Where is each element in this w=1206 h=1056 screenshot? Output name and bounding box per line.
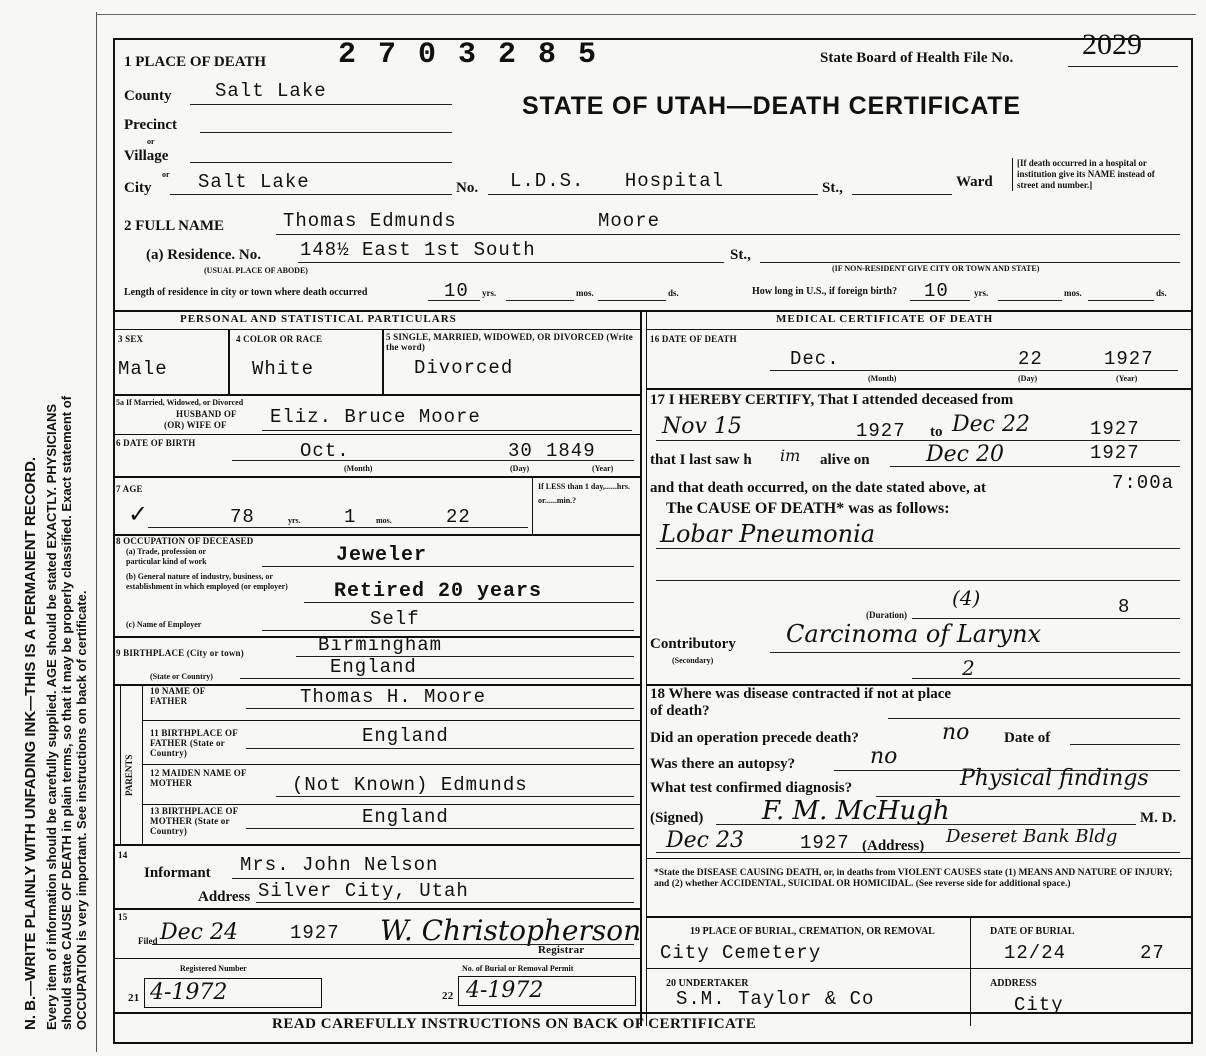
- physician-address: Deseret Bank Bldg: [946, 826, 1118, 847]
- burial-permit-num-22: 22: [442, 990, 454, 1002]
- non-resident-note: (IF NON-RESIDENT GIVE CITY OR TOWN AND STATE): [832, 264, 1040, 273]
- occupation-a-label: (a) Trade, profession or particular kind of work: [126, 547, 207, 566]
- death-year: 1927: [1104, 348, 1154, 370]
- precinct-label: Precinct: [124, 117, 178, 133]
- top-edge: [96, 14, 1196, 15]
- filed-label: Filed: [138, 936, 158, 946]
- autopsy-value: no: [870, 744, 898, 769]
- or-label-1: or: [147, 137, 155, 146]
- employer-label: (c) Name of Employer: [126, 620, 202, 629]
- personal-section-title: PERSONAL AND STATISTICAL PARTICULARS: [180, 313, 457, 325]
- contributory-cause: Carcinoma of Larynx: [786, 620, 1042, 648]
- file-number: 2029: [1082, 28, 1142, 61]
- stamp-number: 2 7 0 3 2 8 5: [338, 38, 599, 72]
- test-value: Physical findings: [960, 766, 1149, 791]
- death-time: 7:00a: [1112, 472, 1175, 494]
- length-ds-label: ds.: [668, 288, 679, 298]
- street-label: St.,: [822, 180, 843, 196]
- full-name-last: Moore: [598, 210, 661, 232]
- md-label: M. D.: [1140, 810, 1177, 826]
- occupation-label: 8 OCCUPATION OF DECEASED: [116, 536, 254, 546]
- dob-day: 30: [508, 440, 533, 462]
- undertaker-address-label: ADDRESS: [990, 978, 1037, 989]
- cause-footnote: *State the DISEASE CAUSING DEATH, or, in deaths from VIOLENT CAUSES state (1) MEANS AND NATURE OF INJURY; and (2) whether ACCIDENTAL, SUICIDAL OR HOMICIDAL. (See reverse side for additional space.): [654, 868, 1173, 889]
- left-edge: [96, 12, 97, 1052]
- birthplace-state-label: (State or Country): [150, 672, 213, 681]
- residence-label: (a) Residence. No.: [146, 247, 261, 263]
- death-day-label: (Day): [1018, 374, 1038, 383]
- mother-label: 12 MAIDEN NAME OF MOTHER: [150, 768, 247, 788]
- sex-label: 3 SEX: [118, 334, 144, 344]
- medical-section-title: MEDICAL CERTIFICATE OF DEATH: [776, 313, 994, 325]
- informant-number: 14: [118, 850, 128, 860]
- residence-street-label: St.,: [730, 247, 751, 263]
- informant-label: Informant: [144, 865, 211, 881]
- duration-primary: (4): [952, 586, 981, 610]
- or-label-2: or: [162, 170, 170, 179]
- length-of-residence-label: Length of residence in city or town where death occurred: [124, 287, 368, 298]
- father-birthplace-value: England: [362, 725, 449, 747]
- cause-of-death: Lobar Pneumonia: [660, 520, 876, 548]
- contributory-label: Contributory: [650, 636, 736, 652]
- county-label: County: [124, 88, 172, 104]
- spouse-label-2: HUSBAND OF: [176, 409, 237, 419]
- registered-number: 4-1972: [150, 980, 228, 1005]
- ward-label: Ward: [956, 174, 993, 190]
- to-label: to: [930, 424, 943, 440]
- burial-year: 27: [1140, 942, 1165, 964]
- footer-instructions: READ CAREFULLY INSTRUCTIONS ON BACK OF CERTIFICATE: [272, 1016, 757, 1032]
- us-years: 10: [924, 280, 949, 302]
- color-value: White: [252, 358, 315, 380]
- duration-months: 8: [1118, 596, 1131, 618]
- parents-label: PARENTS: [124, 754, 134, 796]
- file-number-label: State Board of Health File No.: [820, 50, 1014, 66]
- burial-date-label: DATE OF BURIAL: [990, 926, 1075, 937]
- registrar-label: Registrar: [538, 944, 585, 956]
- industry-value: Retired 20 years: [334, 580, 543, 603]
- undertaker-value: S.M. Taylor & Co: [676, 988, 875, 1010]
- autopsy-label: Was there an autopsy?: [650, 756, 796, 772]
- certificate-title: STATE OF UTAH—DEATH CERTIFICATE: [522, 92, 1021, 120]
- city-label: City: [124, 180, 152, 196]
- color-label: 4 COLOR OR RACE: [236, 334, 323, 344]
- date-of-label: Date of: [1004, 730, 1051, 746]
- undertaker-label: 20 UNDERTAKER: [666, 978, 749, 989]
- sex-value: Male: [118, 358, 168, 380]
- burial-permit-label: No. of Burial or Removal Permit: [462, 964, 574, 973]
- age-check-mark: ✓: [128, 502, 149, 528]
- death-day: 22: [1018, 348, 1043, 370]
- dob-month: Oct.: [300, 440, 350, 462]
- father-value: Thomas H. Moore: [300, 686, 487, 708]
- spouse-label-3: (OR) WIFE OF: [164, 420, 227, 430]
- father-label: 10 NAME OF FATHER: [150, 686, 206, 706]
- burial-place-label: 19 PLACE OF BURIAL, CREMATION, OR REMOVAL: [690, 926, 935, 937]
- us-yrs-label: yrs.: [974, 288, 989, 298]
- us-mos-label: mos.: [1064, 288, 1082, 298]
- filed-year: 1927: [290, 922, 340, 944]
- duration-label: (Duration): [866, 610, 907, 620]
- birthplace-country: England: [330, 656, 417, 678]
- occupation-b-label: (b) General nature of industry, business, or establishment in which employed (or employer): [126, 572, 288, 591]
- dob-year-label: (Year): [592, 464, 614, 473]
- filed-number: 15: [118, 912, 128, 922]
- street-value: L.D.S. Hospital: [510, 170, 725, 192]
- margin-instruction-2: Every item of information should be carefully supplied. AGE should be stated EXACTLY. PHYSICIANS: [44, 403, 59, 1030]
- us-residence-label: How long in U.S., if foreign birth?: [752, 286, 898, 297]
- spouse-value: Eliz. Bruce Moore: [270, 406, 481, 428]
- informant-value: Mrs. John Nelson: [240, 854, 439, 876]
- date-of-death-label: 16 DATE OF DEATH: [650, 334, 737, 344]
- dob-month-label: (Month): [344, 464, 373, 473]
- certify-label: 17 I HEREBY CERTIFY, That I attended deceased from: [650, 392, 1014, 408]
- age-days: 22: [446, 506, 471, 528]
- death-year-label: (Year): [1116, 374, 1138, 383]
- age-yrs-label: yrs.: [288, 516, 301, 525]
- secondary-label: (Secondary): [672, 656, 714, 665]
- informant-address-label: Address: [198, 889, 251, 905]
- marital-label: 5 SINGLE, MARRIED, WIDOWED, OR DIVORCED (Write the word): [386, 332, 633, 352]
- mother-birthplace-value: England: [362, 806, 449, 828]
- age-label: 7 AGE: [116, 484, 143, 494]
- length-yrs-label: yrs.: [482, 288, 497, 298]
- attended-from: Nov 15: [662, 414, 742, 439]
- last-saw-date: Dec 20: [926, 442, 1004, 467]
- street-number-label: No.: [456, 180, 479, 196]
- dob-label: 6 DATE OF BIRTH: [116, 438, 196, 448]
- mother-value: (Not Known) Edmunds: [292, 774, 528, 796]
- dob-year: 1849: [546, 440, 596, 462]
- full-name-label: 2 FULL NAME: [124, 218, 225, 234]
- ward-note: [If death occurred in a hospital or institution give its NAME instead of street and number.]: [1012, 158, 1172, 191]
- last-saw-year: 1927: [1090, 442, 1140, 464]
- burial-permit-number: 4-1972: [466, 978, 544, 1003]
- last-saw-him: im: [780, 446, 801, 465]
- dob-day-label: (Day): [510, 464, 530, 473]
- margin-instruction-1: N. B.—WRITE PLAINLY WITH UNFADING INK—THIS IS A PERMANENT RECORD.: [22, 456, 39, 1030]
- death-occurred-label: and that death occurred, on the date stated above, at: [650, 480, 986, 496]
- undertaker-address: City: [1014, 994, 1064, 1016]
- last-saw-label: that I last saw h: [650, 452, 752, 468]
- county-value: Salt Lake: [215, 80, 327, 102]
- mother-birthplace-label: 13 BIRTHPLACE OF MOTHER (State or Country): [150, 806, 239, 836]
- attended-to-year: 1927: [1090, 418, 1140, 440]
- marital-value: Divorced: [414, 357, 514, 379]
- full-name-first: Thomas Edmunds: [283, 210, 457, 232]
- margin-instruction-4: OCCUPATION is very important. See instructions on back of certificate.: [74, 590, 89, 1030]
- physician-address-label: (Address): [862, 838, 925, 854]
- age-months: 1: [344, 506, 357, 528]
- us-ds-label: ds.: [1156, 288, 1167, 298]
- residence-value: 148½ East 1st South: [300, 239, 536, 261]
- length-years: 10: [444, 280, 469, 302]
- contributory-duration: 2: [962, 656, 975, 680]
- test-label: What test confirmed diagnosis?: [650, 780, 853, 796]
- father-birthplace-label: 11 BIRTHPLACE OF FATHER (State or Country): [150, 728, 238, 758]
- attended-to: Dec 22: [952, 412, 1030, 437]
- signed-label: (Signed): [650, 810, 704, 826]
- operation-label: Did an operation precede death?: [650, 730, 859, 746]
- informant-address: Silver City, Utah: [258, 880, 469, 902]
- where-contracted-label: 18 Where was disease contracted if not at place of death?: [650, 686, 952, 719]
- attended-from-year: 1927: [856, 420, 906, 442]
- birthplace-city: Birmingham: [318, 634, 443, 656]
- signed-year: 1927: [800, 832, 850, 854]
- burial-date: 12/24: [1004, 942, 1067, 964]
- registered-number-label: Registered Number: [180, 964, 247, 973]
- death-month-label: (Month): [868, 374, 897, 383]
- length-mos-label: mos.: [576, 288, 594, 298]
- cause-label: The CAUSE OF DEATH* was as follows:: [666, 500, 950, 517]
- city-value: Salt Lake: [198, 171, 310, 193]
- registered-num-21: 21: [128, 992, 140, 1004]
- age-years: 78: [230, 506, 255, 528]
- village-label: Village: [124, 148, 169, 164]
- usual-place-label: (USUAL PLACE OF ABODE): [204, 266, 308, 275]
- registrar-signature: W. Christopherson: [380, 914, 642, 947]
- death-month: Dec.: [790, 348, 840, 370]
- occupation-value: Jeweler: [336, 544, 428, 567]
- employer-value: Self: [370, 608, 420, 630]
- if-less-note: If LESS than 1 day,......hrs. or......min.?: [538, 482, 631, 505]
- operation-value: no: [942, 720, 970, 745]
- birthplace-label: 9 BIRTHPLACE (City or town): [116, 648, 244, 658]
- age-mos-label: mos.: [376, 516, 392, 525]
- physician-signature: F. M. McHugh: [762, 796, 950, 826]
- margin-instruction-3: should state CAUSE OF DEATH in plain terms, so that it may be properly classified. Exact statement of: [59, 395, 74, 1030]
- spouse-label-1: 5a If Married, Widowed, or Divorced: [116, 398, 244, 407]
- burial-place: City Cemetery: [660, 942, 822, 964]
- signed-date: Dec 23: [666, 828, 744, 853]
- filed-date: Dec 24: [160, 920, 238, 945]
- alive-on-label: alive on: [820, 452, 870, 468]
- place-of-death-label: 1 PLACE OF DEATH: [124, 54, 267, 70]
